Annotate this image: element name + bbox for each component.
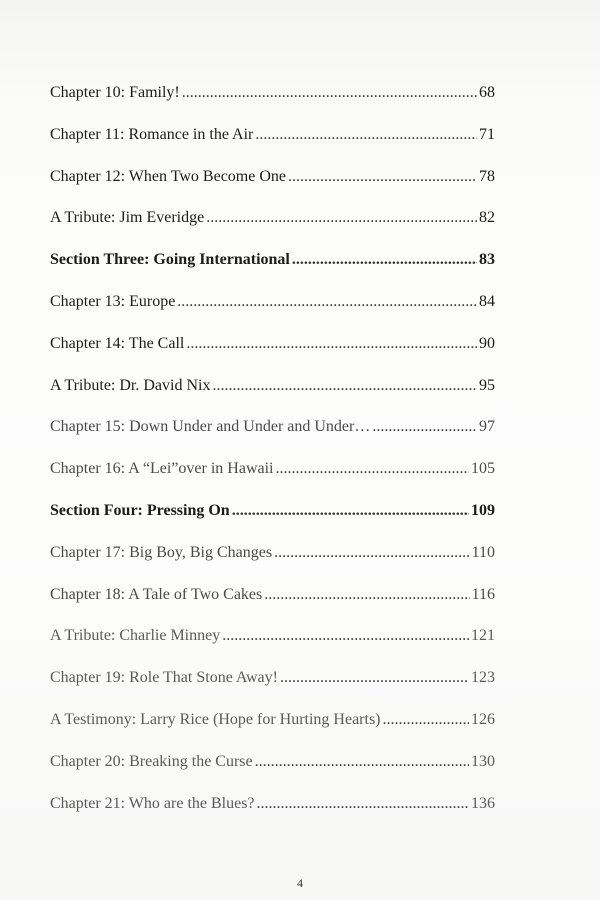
toc-entry-tribute-charlie-minney	[50, 627, 495, 669]
dot-leader	[257, 795, 469, 813]
dot-leader	[232, 502, 469, 520]
toc-entry-page: 136	[471, 794, 495, 812]
toc-entry-chapter-16	[50, 460, 495, 502]
dot-leader	[288, 168, 477, 186]
dot-leader	[280, 669, 469, 687]
toc-entry-page: 95	[479, 376, 495, 394]
toc-entry-title: Chapter 17: Big Boy, Big Changes	[50, 543, 273, 561]
toc-entry-title: A Tribute: Dr. David Nix	[50, 376, 211, 394]
toc-entry-page: 71	[479, 125, 495, 143]
toc-entry-page: 121	[471, 627, 495, 645]
dot-leader	[177, 293, 477, 311]
toc-entry-page: 126	[471, 710, 495, 728]
toc-entry-chapter-13	[50, 293, 495, 335]
toc-section-title: Section Three: Going International	[50, 251, 290, 269]
toc-entry-page: 105	[471, 460, 495, 478]
table-of-contents	[50, 84, 495, 836]
toc-entry-page: 78	[479, 167, 495, 185]
toc-entry-title: Chapter 13: Europe	[50, 292, 176, 310]
toc-entry-title: A Tribute: Charlie Minney	[50, 627, 221, 645]
toc-section-three	[50, 251, 495, 293]
dot-leader	[383, 711, 470, 729]
dot-leader	[182, 84, 477, 102]
toc-entry-chapter-21	[50, 795, 495, 837]
toc-entry-title: Chapter 12: When Two Become One	[50, 167, 287, 185]
dot-leader	[274, 544, 470, 562]
toc-entry-chapter-12	[50, 168, 495, 210]
toc-entry-title: A Testimony: Larry Rice (Hope for Hurting Hearts)	[50, 710, 381, 728]
toc-entry-page: 116	[471, 585, 495, 603]
toc-entry-chapter-11	[50, 126, 495, 168]
dot-leader	[264, 586, 469, 604]
toc-section-title: Section Four: Pressing On	[50, 501, 230, 519]
toc-entry-page: 90	[479, 334, 495, 352]
toc-entry-chapter-18	[50, 586, 495, 628]
toc-entry-title: Chapter 20: Breaking the Curse	[50, 752, 253, 770]
toc-entry-page: 110	[471, 543, 495, 561]
dot-leader	[206, 209, 477, 227]
toc-entry-chapter-15	[50, 418, 495, 460]
toc-entry-page: 82	[479, 209, 495, 227]
toc-entry-title: Chapter 15: Down Under and Under and Under…	[50, 418, 371, 436]
toc-entry-tribute-david-nix	[50, 377, 495, 419]
dot-leader	[212, 377, 477, 395]
toc-entry-chapter-20	[50, 753, 495, 795]
dot-leader	[275, 460, 469, 478]
toc-entry-page: 68	[479, 84, 495, 101]
toc-entry-title: Chapter 18: A Tale of Two Cakes	[50, 585, 263, 603]
toc-entry-title: Chapter 10: Family!	[50, 84, 180, 101]
dot-leader	[255, 126, 477, 144]
dot-leader	[186, 335, 477, 353]
dot-leader	[255, 753, 469, 771]
dot-leader	[222, 627, 469, 645]
toc-entry-chapter-14	[50, 335, 495, 377]
toc-entry-tribute-jim-everidge	[50, 209, 495, 251]
toc-entry-page: 123	[471, 669, 495, 687]
toc-entry-page: 97	[479, 418, 495, 436]
toc-entry-chapter-10	[50, 84, 495, 126]
toc-entry-title: Chapter 14: The Call	[50, 334, 185, 352]
toc-entry-title: A Tribute: Jim Everidge	[50, 209, 205, 227]
page-number: 4	[297, 876, 303, 890]
toc-entry-title: Chapter 21: Who are the Blues?	[50, 794, 255, 812]
dot-leader	[372, 418, 477, 436]
toc-entry-title: Chapter 19: Role That Stone Away!	[50, 669, 278, 687]
toc-section-four	[50, 502, 495, 544]
toc-entry-title: Chapter 16: A “Lei”over in Hawaii	[50, 460, 274, 478]
toc-entry-page: 84	[479, 292, 495, 310]
toc-section-page: 109	[471, 501, 495, 519]
dot-leader	[292, 251, 477, 269]
toc-entry-chapter-19	[50, 669, 495, 711]
toc-entry-testimony-larry-rice	[50, 711, 495, 753]
toc-entry-title: Chapter 11: Romance in the Air	[50, 125, 254, 143]
toc-section-page: 83	[479, 251, 495, 269]
toc-entry-chapter-17	[50, 544, 495, 586]
toc-entry-page: 130	[471, 752, 495, 770]
